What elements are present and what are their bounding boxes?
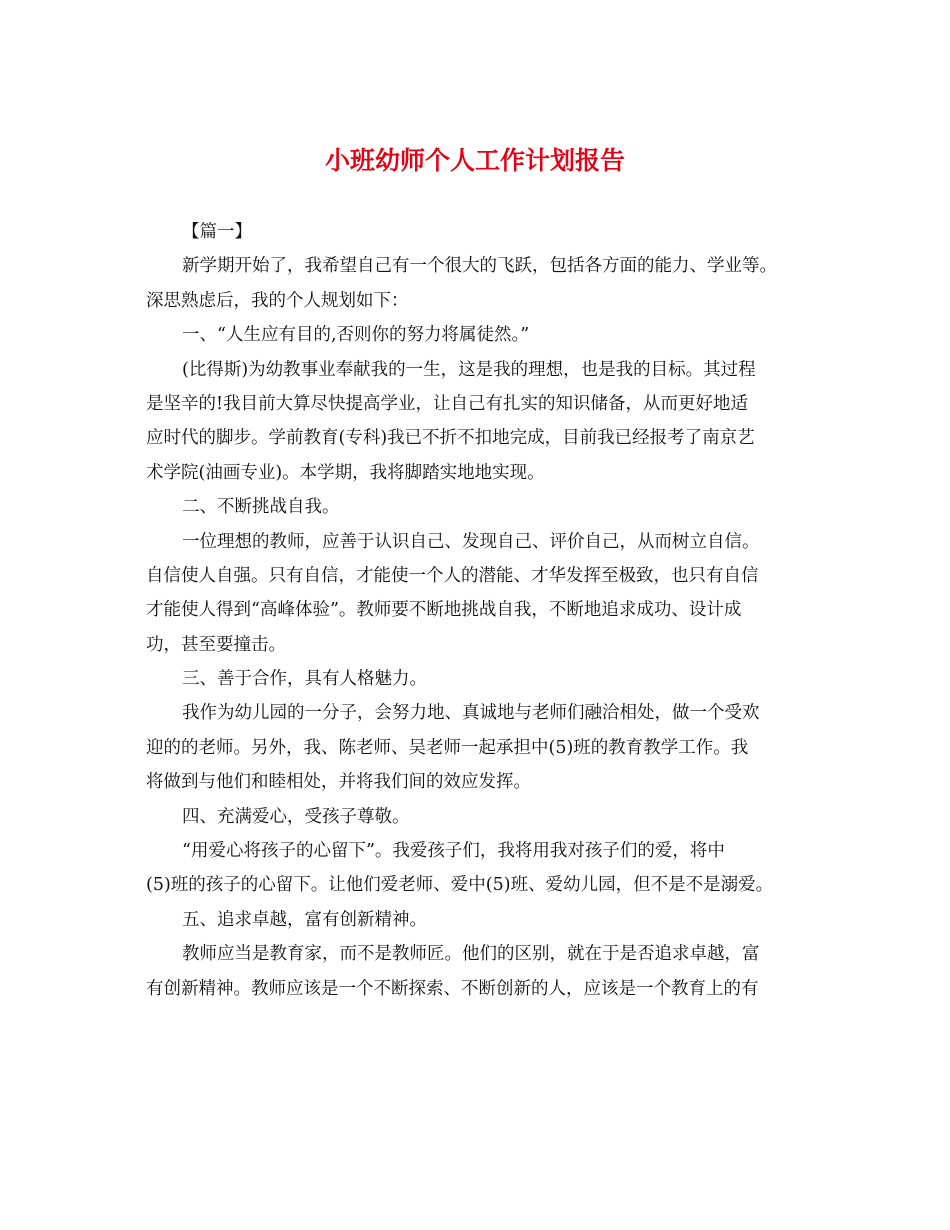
body-line: 深思熟虑后，我的个人规划如下： [146, 290, 409, 311]
body-line: 功，甚至要撞击。 [146, 634, 286, 655]
body-line: 是坚辛的!我目前大算尽快提高学业，让自己有扎实的知识储备，从而更好地适 [146, 393, 749, 414]
body-line: (5)班的孩子的心留下。让他们爱老师、爱中(5)班、爱幼儿园，但不是不是溺爱。 [146, 875, 774, 896]
body-line: 有创新精神。教师应该是一个不断探索、不断创新的人，应该是一个教育上的有 [146, 978, 759, 999]
body-line: 才能使人得到“高峰体验”。教师要不断地挑战自我，不断地追求成功、设计成 [146, 600, 742, 621]
body-line: 应时代的脚步。学前教育(专科)我已不折不扣地完成，目前我已经报考了南京艺 [146, 428, 755, 449]
body-line: 术学院(油画专业)。本学期，我将脚踏实地地实现。 [146, 462, 545, 483]
body-line: 新学期开始了，我希望自己有一个很大的飞跃，包括各方面的能力、学业等。 [182, 256, 777, 277]
body-line: 一、“人生应有目的,否则你的努力将属徒然。” [182, 325, 530, 346]
body-line: 教师应当是教育家，而不是教师匠。他们的区别，就在于是否追求卓越，富 [182, 944, 760, 965]
body-line: 我作为幼儿园的一分子，会努力地、真诚地与老师们融洽相处，做一个受欢 [182, 703, 760, 724]
body-line: 自信使人自强。只有自信，才能使一个人的潜能、才华发挥至极致，也只有自信 [146, 565, 759, 586]
body-line: 五、追求卓越，富有创新精神。 [182, 909, 427, 930]
document-body [146, 215, 816, 1006]
body-line: 二、不断挑战自我。 [182, 497, 340, 518]
document-title: 小班幼师个人工作计划报告 [324, 146, 625, 175]
body-line: 将做到与他们和睦相处，并将我们间的效应发挥。 [146, 772, 531, 793]
body-line: 三、善于合作，具有人格魅力。 [182, 669, 427, 690]
body-line: (比得斯)为幼教事业奉献我的一生，这是我的理想，也是我的目标。其过程 [182, 359, 756, 380]
body-line: “用爱心将孩子的心留下”。我爱孩子们，我将用我对孩子们的爱，将中 [182, 841, 725, 862]
body-line: 迎的的老师。另外，我、陈老师、吴老师一起承担中(5)班的教育教学工作。我 [146, 737, 749, 758]
body-line: 【篇一】 [182, 222, 252, 242]
body-line: 四、充满爱心，受孩子尊敬。 [182, 806, 410, 827]
body-line: 一位理想的教师，应善于认识自己、发现自己、评价自己，从而树立自信。 [182, 531, 760, 552]
